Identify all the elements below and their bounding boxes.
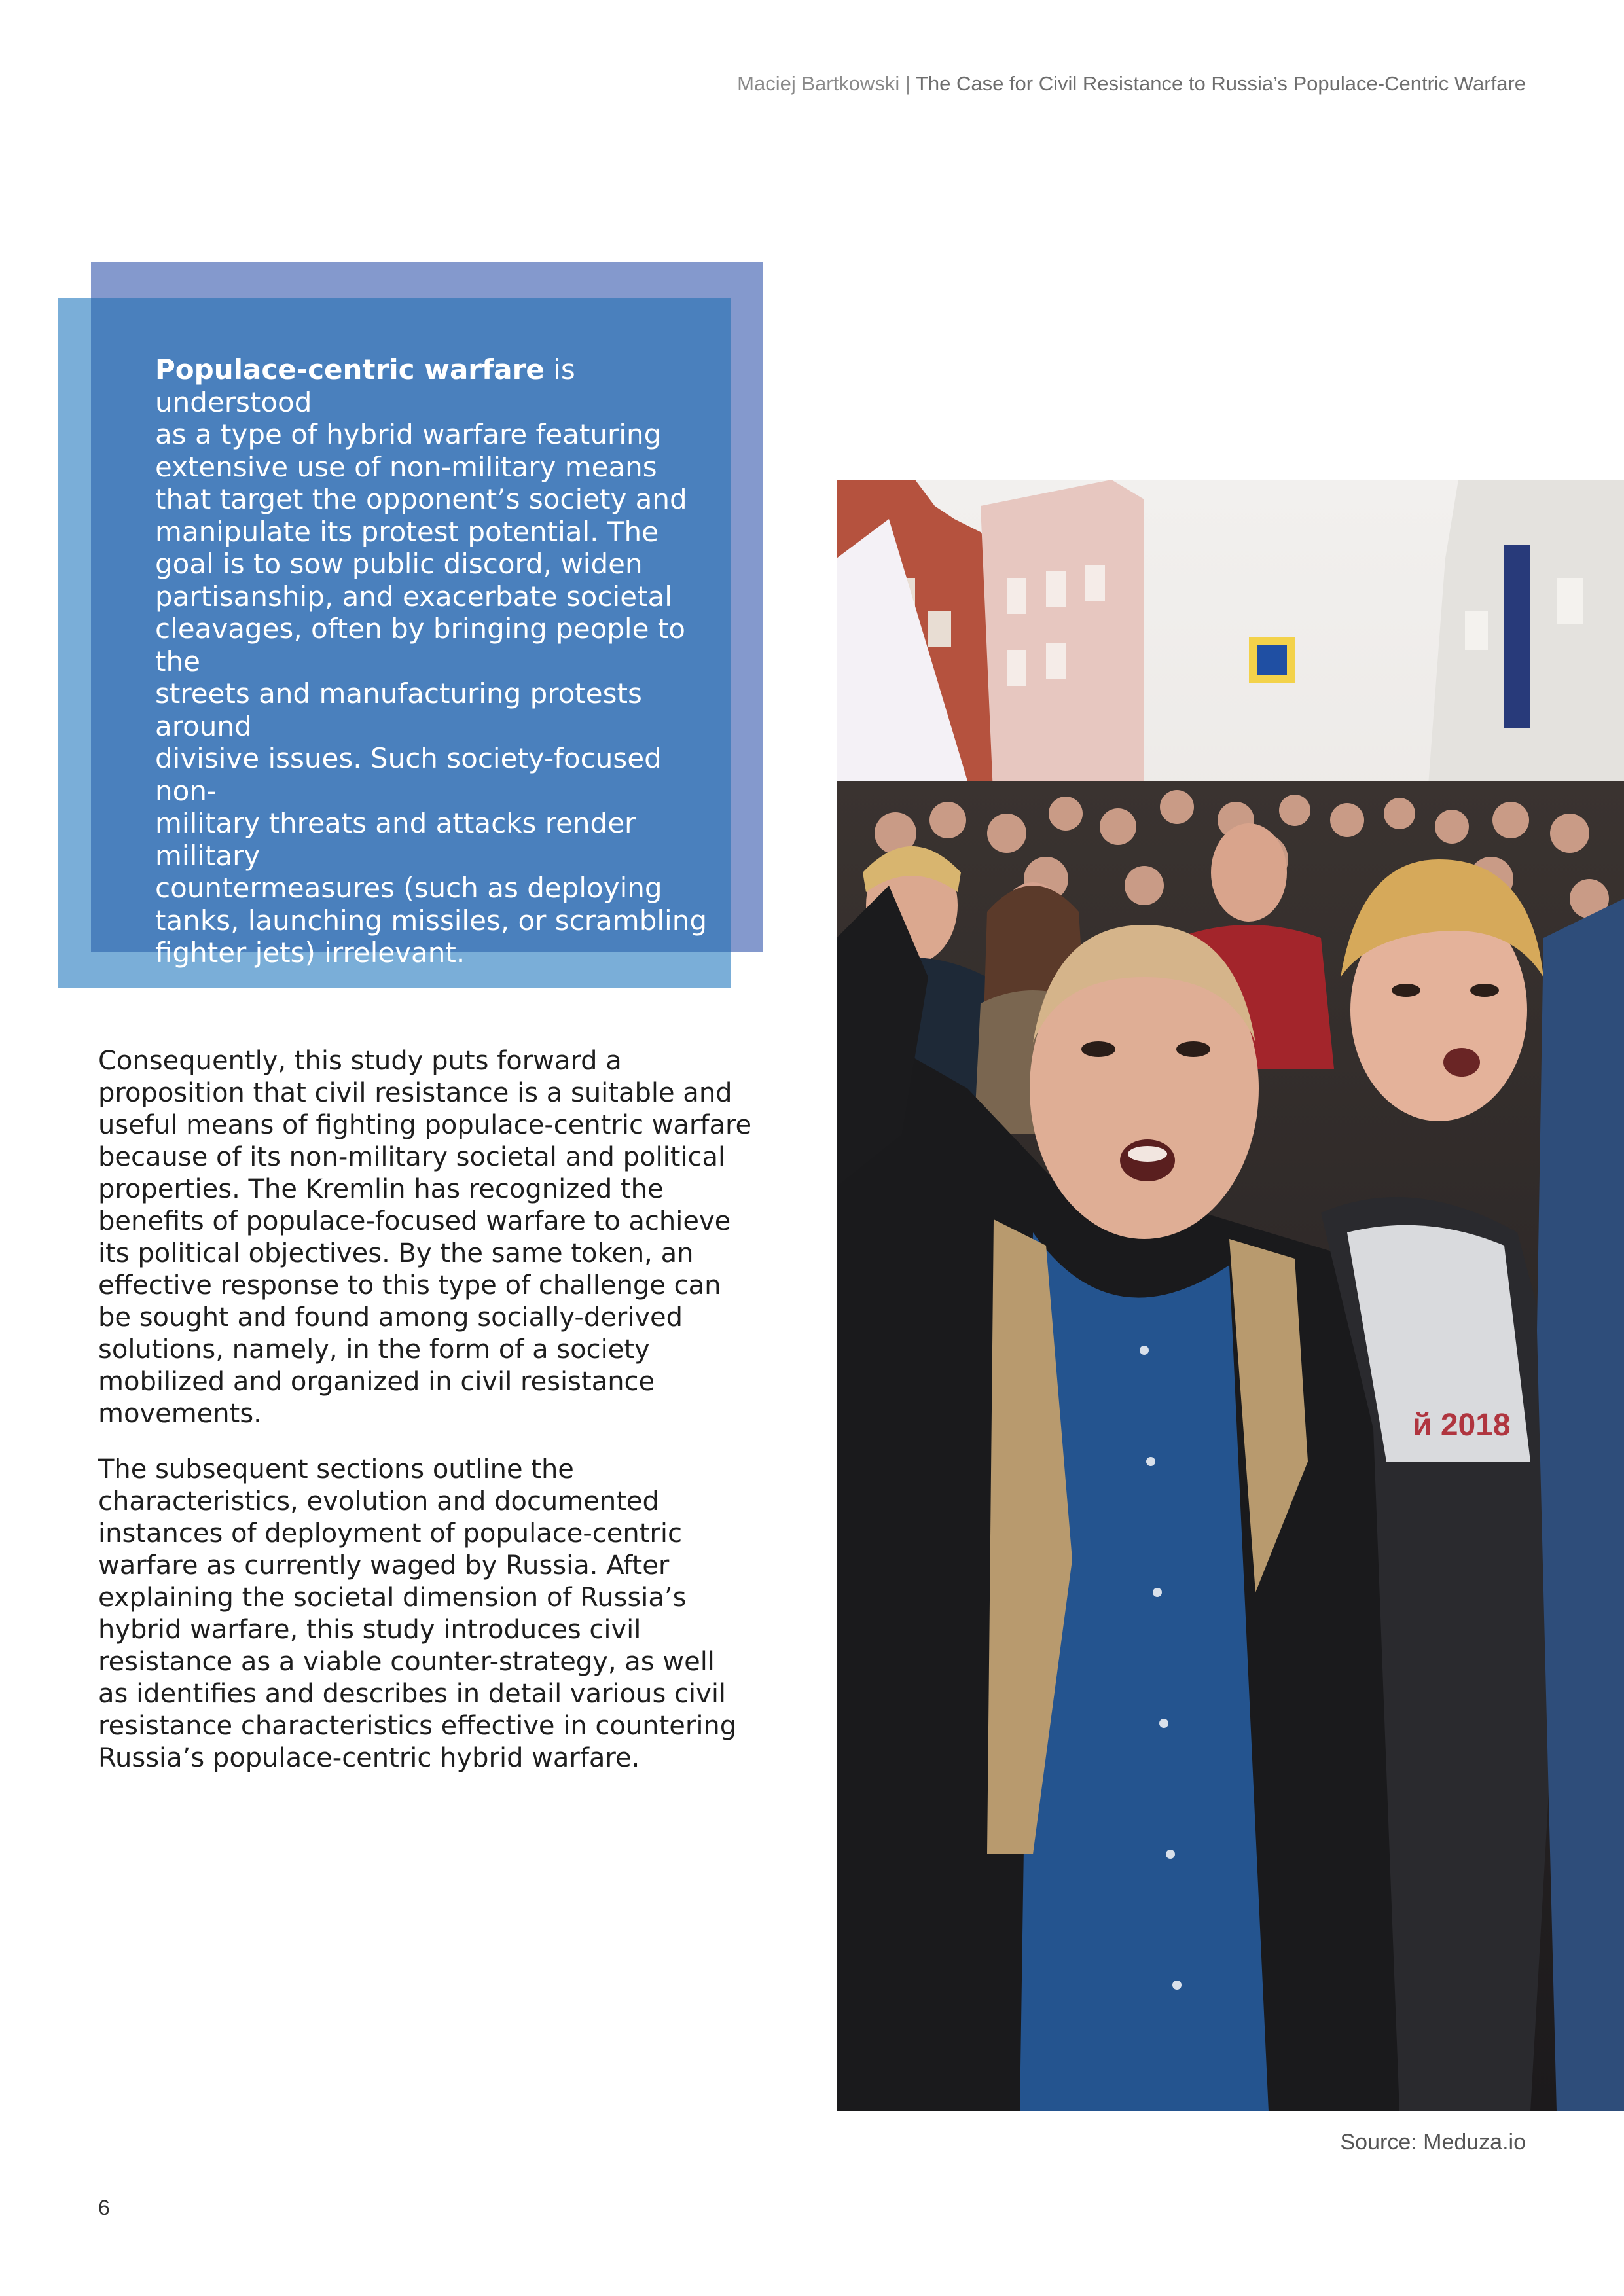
body-paragraph-2 (98, 1454, 759, 1774)
callout-line: extensive use of non-military means (155, 450, 657, 483)
body-paragraph-1 (98, 1045, 759, 1430)
text-line: benefits of populace-focused warfare to achieve (98, 1206, 731, 1236)
callout-line: as a type of hybrid warfare featuring (155, 418, 662, 450)
text-line: useful means of fighting populace-centric warfare (98, 1110, 752, 1140)
callout-line: tanks, launching missiles, or scrambling (155, 904, 707, 937)
text-line: mobilized and organized in civil resistance (98, 1367, 655, 1397)
header-separator: | (899, 72, 916, 95)
text-line: effective response to this type of challenge can (98, 1270, 721, 1300)
text-line: movements. (98, 1399, 262, 1429)
protest-crowd-photo (837, 480, 1624, 2111)
definition-callout (155, 353, 718, 969)
shirt-print: й 2018 (1413, 1408, 1511, 1443)
text-line: hybrid warfare, this study introduces civil (98, 1615, 641, 1645)
text-line: The subsequent sections outline the (98, 1454, 574, 1484)
text-line: solutions, namely, in the form of a society (98, 1335, 650, 1365)
text-line: explaining the societal dimension of Russia’s (98, 1583, 687, 1613)
text-line: Consequently, this study puts forward a (98, 1046, 622, 1076)
callout-line: fighter jets) irrelevant. (155, 937, 465, 969)
callout-line: manipulate its protest potential. The (155, 515, 659, 548)
text-line: as identifies and describes in detail various civil (98, 1679, 727, 1709)
text-line: properties. The Kremlin has recognized the (98, 1174, 664, 1204)
text-line: be sought and found among socially-derived (98, 1302, 683, 1333)
callout-line: countermeasures (such as deploying (155, 872, 662, 904)
running-header (737, 72, 1526, 96)
callout-line: cleavages, often by bringing people to the (155, 613, 685, 677)
text-line: characteristics, evolution and documented (98, 1486, 659, 1516)
header-author: Maciej Bartkowski (737, 72, 900, 95)
header-title: The Case for Civil Resistance to Russia’s Populace-Centric Warfare (915, 72, 1526, 95)
callout-line: partisanship, and exacerbate societal (155, 580, 672, 613)
text-line: resistance characteristics effective in countering (98, 1711, 737, 1741)
text-line: because of its non-military societal and political (98, 1142, 726, 1172)
callout-term: Populace-centric warfare (155, 353, 545, 386)
page-number: 6 (98, 2196, 110, 2219)
callout-line-text: is understood (155, 353, 575, 418)
text-line: instances of deployment of populace-centric (98, 1518, 682, 1549)
callout-line-0 (155, 353, 718, 418)
text-line: its political objectives. By the same token, an (98, 1238, 694, 1268)
text-line: proposition that civil resistance is a suitable and (98, 1078, 732, 1108)
photo-source-caption: Source: Meduza.io (1340, 2130, 1526, 2155)
callout-line: military threats and attacks render military (155, 807, 636, 872)
callout-line: that target the opponent’s society and (155, 483, 687, 515)
callout-line: streets and manufacturing protests around (155, 677, 642, 742)
text-line: Russia’s populace-centric hybrid warfare. (98, 1743, 640, 1773)
callout-line: divisive issues. Such society-focused non- (155, 742, 662, 807)
callout-line: goal is to sow public discord, widen (155, 548, 643, 580)
text-line: warfare as currently waged by Russia. After (98, 1551, 670, 1581)
text-line: resistance as a viable counter-strategy, as well (98, 1647, 715, 1677)
